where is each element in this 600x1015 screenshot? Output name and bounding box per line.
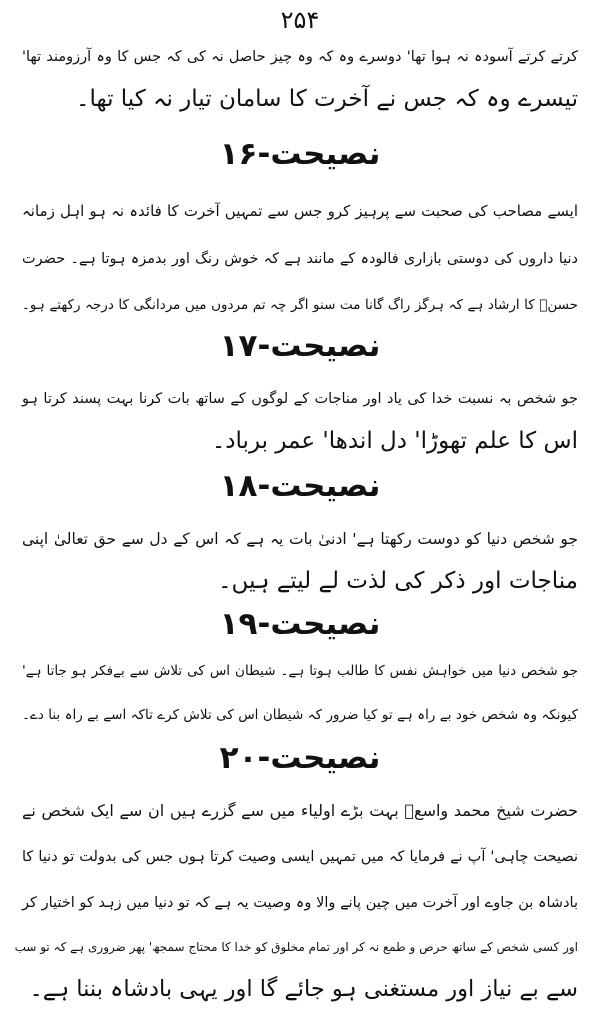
section-heading-18: نصیحت-۱۸ xyxy=(219,468,381,504)
text-line: ایسے مصاحب کی صحبت سے پرہیز کرو جس سے تمہیں آخرت کا فائدہ نہ ہو اہل زمانہ xyxy=(22,202,578,220)
text-line: جو شخص دنیا میں خواہش نفس کا طالب ہوتا ہے۔ شیطان اس کی تلاش سے بےفکر ہو جاتا ہے' xyxy=(22,663,578,679)
section-heading-17: نصیحت-۱۷ xyxy=(219,328,381,364)
section-heading-19: نصیحت-۱۹ xyxy=(219,606,381,642)
text-line: جو شخص دنیا کو دوست رکھتا ہے' ادنیٰ بات یہ ہے کہ اس کے دل سے حق تعالیٰ اپنی xyxy=(22,530,578,548)
text-line: دنیا داروں کی دوستی بازاری فالودہ کے مانند ہے کہ خوش رنگ اور بدمزہ ہوتا ہے۔ حضرت xyxy=(22,251,578,267)
text-line: سے بے نیاز اور مستغنی ہو جائے گا اور یہی بادشاہ بننا ہے۔ xyxy=(29,976,578,1002)
text-line: کرتے کرتے آسودہ نہ ہوا تھا' دوسرے وہ کہ وہ چیز حاصل نہ کی کہ جس کا وہ آرزومند تھا' xyxy=(22,49,578,65)
text-line: جو شخص بہ نسبت خدا کی یاد اور مناجات کے لوگوں کے ساتھ بات کرنا بہت پسند کرتا ہو xyxy=(22,391,578,407)
text-line: اس کا علم تھوڑا' دل اندھا' عمر برباد۔ xyxy=(211,428,578,454)
page-number: ۲۵۴ xyxy=(280,6,320,34)
section-heading-20: نصیحت-۲۰ xyxy=(219,740,381,776)
text-line: کیونکہ وہ شخص خود بے راہ ہے تو کیا ضرور کہ شیطان اس کی تلاش کرے تاکہ اسے بے راہ بنا دے۔ xyxy=(22,707,578,723)
text-line: بادشاہ بن جاوے اور آخرت میں چین پانے والا وہ وصیت یہ ہے کہ تو دنیا میں زہد کو اختیار کر xyxy=(22,895,578,911)
text-line: نصیحت چاہی' آپ نے فرمایا کہ میں تمہیں ایسی وصیت کرتا ہوں جس کی بدولت تو دنیا کا xyxy=(22,849,578,865)
text-line: اور کسی شخص کے ساتھ حرص و طمع نہ کر اور تمام مخلوق کو خدا کا محتاج سمجھ' پھر ضروری ہے کہ تو سب xyxy=(14,940,578,954)
section-heading-16: نصیحت-۱۶ xyxy=(219,136,381,172)
text-line: تیسرے وہ کہ جس نے آخرت کا سامان تیار نہ کیا تھا۔ xyxy=(75,86,578,112)
text-line: حسنؓ کا ارشاد ہے کہ ہرگز راگ گانا مت سنو اگر چہ تم مردوں میں مردانگی کا درجہ رکھتے ہو۔ xyxy=(22,297,578,313)
text-line: مناجات اور ذکر کی لذت لے لیتے ہیں۔ xyxy=(218,568,578,594)
text-line: حضرت شیخ محمد واسعؒ بہت بڑے اولیاء میں سے گزرے ہیں ان سے ایک شخص نے xyxy=(22,801,578,820)
